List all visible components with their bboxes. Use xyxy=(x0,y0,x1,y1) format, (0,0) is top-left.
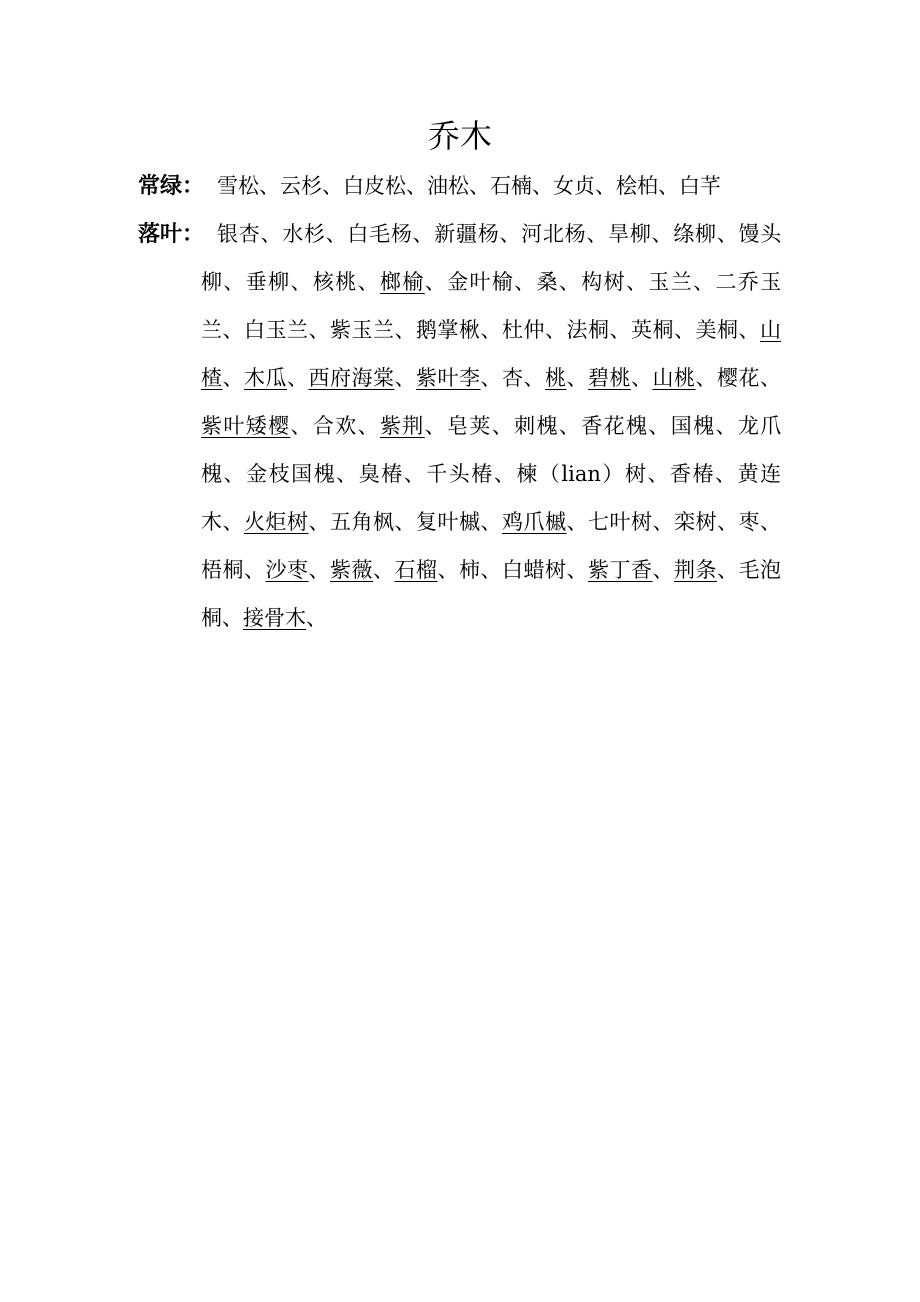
separator: 、 xyxy=(325,222,348,246)
tree-name: 玉兰 xyxy=(648,270,694,294)
separator: 、 xyxy=(716,222,739,246)
separator: 、 xyxy=(695,366,717,390)
separator: 、 xyxy=(566,510,588,534)
separator: 、 xyxy=(493,462,517,486)
evergreen-label: 常绿： xyxy=(138,173,205,199)
tree-name: 紫荆 xyxy=(379,414,425,438)
separator: 、 xyxy=(545,318,567,342)
separator: 、 xyxy=(223,462,247,486)
separator: 、 xyxy=(308,510,330,534)
tree-name: 垂柳 xyxy=(245,270,291,294)
separator: 、 xyxy=(532,174,553,198)
tree-name: 白皮松 xyxy=(343,174,406,198)
tree-name: 构树 xyxy=(581,270,627,294)
tree-name: 榔榆 xyxy=(379,270,425,294)
separator: 、 xyxy=(308,318,330,342)
separator: 、 xyxy=(651,222,674,246)
tree-name: 梧桐 xyxy=(201,558,244,582)
tree-name: 臭椿 xyxy=(358,462,404,486)
tree-name: 楝（lian）树 xyxy=(516,462,648,486)
tree-name: 香花槐 xyxy=(581,414,649,438)
tree-name: 石楠 xyxy=(490,174,532,198)
separator: 、 xyxy=(222,606,243,630)
tree-name: 旱柳 xyxy=(608,222,652,246)
deciduous-section xyxy=(138,210,788,642)
tree-name: 毛泡桐 xyxy=(201,558,781,630)
tree-name: 杏 xyxy=(502,366,524,390)
separator: 、 xyxy=(469,174,490,198)
tree-name: 雪松 xyxy=(217,174,259,198)
tree-name: 河北杨 xyxy=(521,222,587,246)
separator: 、 xyxy=(394,510,416,534)
tree-name: 女贞 xyxy=(553,174,595,198)
evergreen-section xyxy=(138,162,788,210)
separator: 、 xyxy=(658,174,679,198)
tree-name: 二乔玉兰 xyxy=(201,270,782,342)
separator: 、 xyxy=(609,318,631,342)
separator: 、 xyxy=(308,558,330,582)
separator: 、 xyxy=(424,270,448,294)
tree-name: 刺槐 xyxy=(514,414,559,438)
tree-name: 鹅掌楸 xyxy=(416,318,481,342)
tree-name: 木瓜 xyxy=(244,366,287,390)
separator: 、 xyxy=(357,270,380,294)
separator: 、 xyxy=(223,270,246,294)
tree-name: 紫玉兰 xyxy=(330,318,395,342)
tree-name: 山桃 xyxy=(652,366,696,390)
separator: 、 xyxy=(222,510,244,534)
tree-name: 紫叶矮樱 xyxy=(201,414,291,438)
tree-name: 杜仲 xyxy=(502,318,545,342)
page-title: 乔木 xyxy=(427,117,492,155)
tree-name: 石榴 xyxy=(394,558,438,582)
tree-name: 五角枫 xyxy=(330,510,395,534)
separator: 、 xyxy=(717,510,739,534)
tree-name: 香椿 xyxy=(670,462,716,486)
tree-name: 皂荚 xyxy=(447,414,492,438)
separator: 、 xyxy=(558,414,582,438)
tree-name: 国槐 xyxy=(670,414,716,438)
tree-name: 合欢 xyxy=(312,414,358,438)
tree-name: 枣 xyxy=(738,510,760,534)
separator: 、 xyxy=(406,174,427,198)
deciduous-label: 落叶： xyxy=(138,221,205,247)
separator: 、 xyxy=(424,414,448,438)
separator: 、 xyxy=(760,366,781,390)
separator: 、 xyxy=(523,366,545,390)
separator: 、 xyxy=(566,366,588,390)
tree-name: 馒头柳 xyxy=(201,222,782,294)
tree-name: 美桐 xyxy=(695,318,739,342)
separator: 、 xyxy=(626,270,649,294)
separator: 、 xyxy=(480,510,502,534)
separator: 、 xyxy=(222,366,244,390)
tree-name: 柿 xyxy=(459,558,481,582)
tree-name: 银杏 xyxy=(217,222,261,246)
separator: 、 xyxy=(491,414,515,438)
separator: 、 xyxy=(480,318,502,342)
tree-name: 核桃 xyxy=(312,270,358,294)
separator: 、 xyxy=(586,222,609,246)
separator: 、 xyxy=(306,606,327,630)
evergreen-list xyxy=(217,162,781,210)
separator: 、 xyxy=(373,558,395,582)
deciduous-list xyxy=(201,210,781,642)
tree-name: 龙爪槐 xyxy=(201,414,782,486)
separator: 、 xyxy=(514,270,537,294)
tree-name: 栾树 xyxy=(674,510,717,534)
separator: 、 xyxy=(403,462,427,486)
tree-name: 碧桃 xyxy=(588,366,631,390)
tree-name: 千头椿 xyxy=(426,462,494,486)
tree-name: 桃 xyxy=(545,366,567,390)
tree-name: 云杉 xyxy=(280,174,322,198)
separator: 、 xyxy=(595,174,616,198)
tree-name: 桧柏 xyxy=(616,174,658,198)
tree-name: 白芊 xyxy=(679,174,721,198)
separator: 、 xyxy=(558,270,582,294)
tree-name: 复叶槭 xyxy=(416,510,481,534)
tree-name: 新疆杨 xyxy=(434,222,500,246)
tree-name: 金枝国槐 xyxy=(246,462,337,486)
separator: 、 xyxy=(336,462,359,486)
tree-name: 樱花 xyxy=(717,366,760,390)
tree-name: 金叶榆 xyxy=(447,270,515,294)
tree-name: 白毛杨 xyxy=(347,222,413,246)
tree-name: 山楂 xyxy=(201,318,781,390)
separator: 、 xyxy=(715,414,738,438)
separator: 、 xyxy=(566,558,588,582)
separator: 、 xyxy=(480,366,502,390)
tree-name: 水杉 xyxy=(282,222,326,246)
tree-name: 法桐 xyxy=(566,318,610,342)
separator: 、 xyxy=(290,270,313,294)
separator: 、 xyxy=(647,462,670,486)
tree-name: 绦柳 xyxy=(673,222,717,246)
separator: 、 xyxy=(738,318,760,342)
tree-name: 白蜡树 xyxy=(502,558,567,582)
tree-name: 白玉兰 xyxy=(244,318,309,342)
separator: 、 xyxy=(259,174,280,198)
separator: 、 xyxy=(394,366,416,390)
separator: 、 xyxy=(631,366,653,390)
tree-name: 沙枣 xyxy=(265,558,309,582)
tree-name: 英桐 xyxy=(631,318,674,342)
separator: 、 xyxy=(652,558,674,582)
tree-name: 黄连木 xyxy=(201,462,782,534)
tree-name: 荆条 xyxy=(674,558,717,582)
separator: 、 xyxy=(287,366,309,390)
separator: 、 xyxy=(322,174,343,198)
separator: 、 xyxy=(715,462,738,486)
tree-name: 鸡爪槭 xyxy=(502,510,567,534)
tree-name: 接骨木 xyxy=(243,606,306,630)
tree-name: 紫薇 xyxy=(330,558,373,582)
tree-name: 西府海棠 xyxy=(308,366,395,390)
separator: 、 xyxy=(244,558,266,582)
separator: 、 xyxy=(412,222,435,246)
separator: 、 xyxy=(648,414,671,438)
tree-name: 桑 xyxy=(536,270,559,294)
separator: 、 xyxy=(499,222,522,246)
separator: 、 xyxy=(674,318,696,342)
separator: 、 xyxy=(437,558,459,582)
separator: 、 xyxy=(394,318,416,342)
separator: 、 xyxy=(260,222,283,246)
separator: 、 xyxy=(480,558,502,582)
separator: 、 xyxy=(693,270,716,294)
separator: 、 xyxy=(717,558,739,582)
separator: 、 xyxy=(357,414,380,438)
tree-name: 紫叶李 xyxy=(416,366,481,390)
tree-name: 七叶树 xyxy=(588,510,653,534)
separator: 、 xyxy=(290,414,313,438)
tree-name: 油松 xyxy=(427,174,469,198)
tree-name: 火炬树 xyxy=(244,510,309,534)
separator: 、 xyxy=(760,510,781,534)
tree-name: 紫丁香 xyxy=(588,558,653,582)
separator: 、 xyxy=(222,318,244,342)
separator: 、 xyxy=(652,510,674,534)
